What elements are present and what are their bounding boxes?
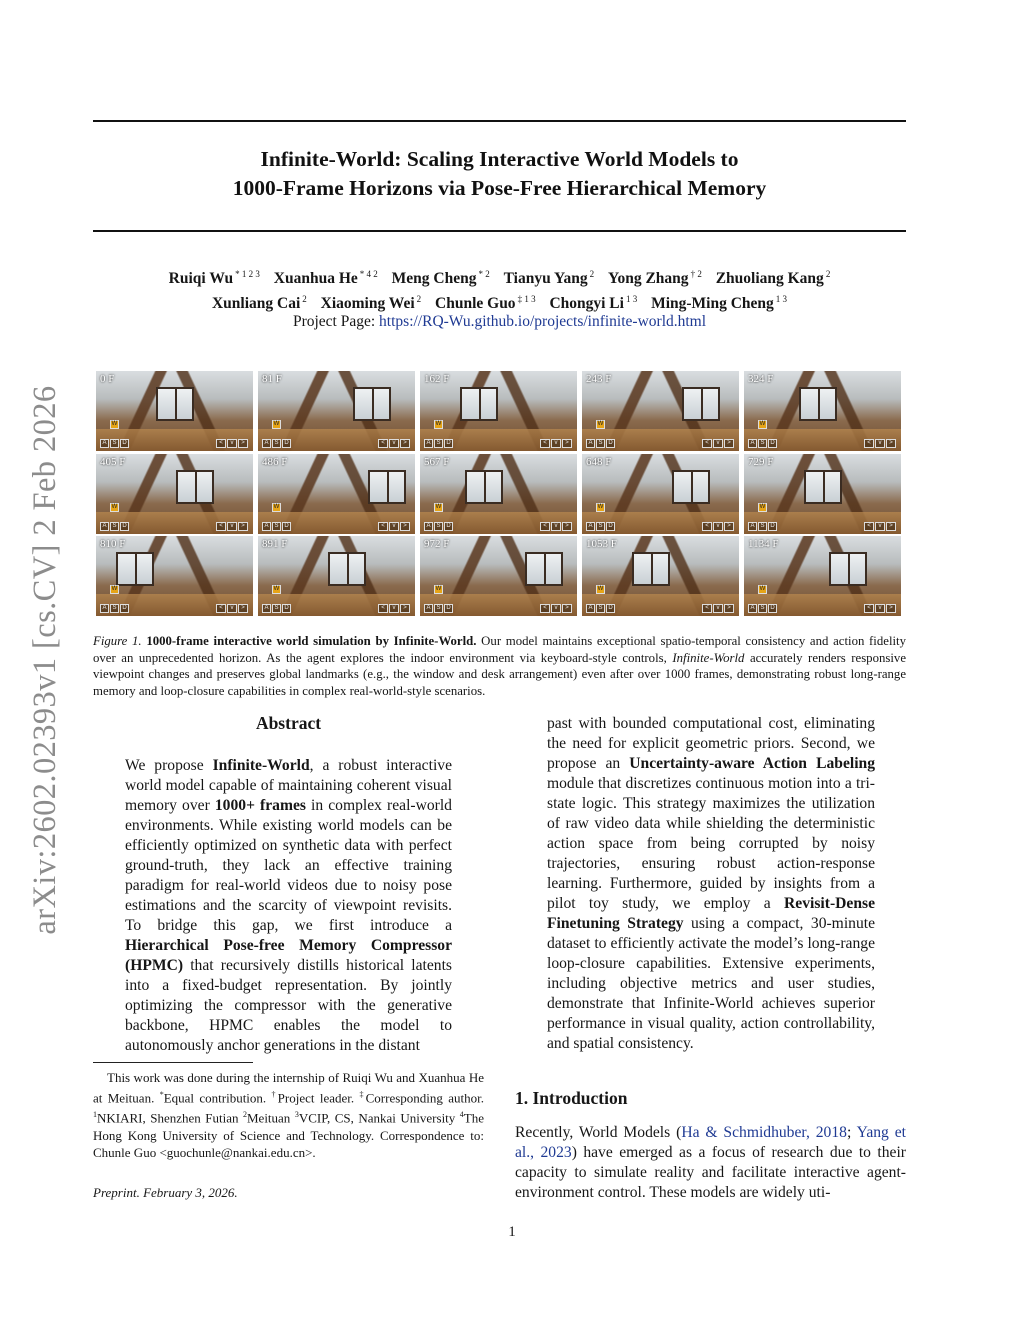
key-d: D (606, 439, 615, 448)
window-shape (672, 470, 710, 504)
title-bottom-rule (93, 230, 906, 232)
key-d: D (120, 439, 129, 448)
wasd-keys (748, 420, 778, 448)
key-d: D (768, 604, 777, 613)
arrow-right-icon: > (724, 604, 734, 613)
arrow-keys (378, 430, 411, 448)
arrow-right-icon: > (886, 604, 896, 613)
figure-caption (93, 633, 906, 699)
key-w: W (759, 586, 766, 592)
wasd-keys (586, 503, 616, 531)
key-w: W (273, 586, 280, 592)
abstract-bold: Revisit-Dense Finetuning Strategy (547, 895, 875, 932)
abstract-bold: 1000+ frames (214, 797, 306, 814)
video-frame (258, 536, 415, 616)
window-shape (682, 387, 720, 421)
frame-label: 243 F (586, 373, 612, 385)
arrow-keys (540, 513, 573, 531)
key-a: A (100, 522, 109, 531)
wasd-keys (100, 503, 130, 531)
author: Xiaoming Wei $^2$ (320, 294, 422, 312)
wasd-keys (748, 503, 778, 531)
citation-link[interactable]: Ha & Schmidhuber, 2018 (681, 1124, 847, 1141)
citation-link[interactable]: Yang et al., 2023 (515, 1124, 906, 1161)
key-a: A (100, 439, 109, 448)
key-s: S (434, 522, 443, 531)
arrow-down-icon: v (551, 604, 561, 613)
video-frame (582, 536, 739, 616)
key-w: W (435, 421, 442, 427)
key-s: S (110, 439, 119, 448)
arrow-down-icon: v (389, 439, 399, 448)
video-frame (96, 454, 253, 534)
arrow-down-icon: v (713, 439, 723, 448)
key-a: A (262, 604, 271, 613)
wasd-keys (424, 420, 454, 448)
arrow-right-icon: > (724, 439, 734, 448)
arrow-right-icon: > (886, 439, 896, 448)
frame-label: 81 F (262, 373, 282, 385)
window-shape (353, 387, 391, 421)
frame-label: 567 F (424, 456, 450, 468)
caption-bold: 1000-frame interactive world simulation by Infinite-World. (146, 634, 477, 648)
arrow-down-icon: v (875, 604, 885, 613)
page-number: 1 (508, 1224, 516, 1240)
arrow-left-icon: < (216, 439, 226, 448)
author: Meng Cheng $^{* 2}$ (391, 269, 490, 287)
author: Xunliang Cai $^2$ (211, 294, 307, 312)
arrow-right-icon: > (400, 439, 410, 448)
wasd-keys (262, 585, 292, 613)
video-frame (420, 371, 577, 451)
arrow-keys (378, 595, 411, 613)
figure-label: Figure 1. (93, 634, 142, 648)
arrow-keys (702, 513, 735, 531)
arrow-left-icon: < (378, 439, 388, 448)
abstract-heading: Abstract (255, 713, 322, 733)
arrow-left-icon: < (540, 439, 550, 448)
window-shape (829, 552, 867, 586)
arrow-left-icon: < (378, 522, 388, 531)
arrow-left-icon: < (216, 522, 226, 531)
arrow-right-icon: > (238, 439, 248, 448)
key-s: S (434, 439, 443, 448)
key-d: D (282, 439, 291, 448)
arrow-keys (702, 595, 735, 613)
title-top-rule (93, 120, 906, 122)
caption-italic: Infinite-World (672, 650, 745, 665)
frame-label: 486 F (262, 456, 288, 468)
key-a: A (586, 604, 595, 613)
window-shape (368, 470, 406, 504)
footnote: This work was done during the internship of Ruiqi Wu and Xuanhua He at Meituan. *Equal contribution. †Project leader. ‡Corresponding author. $^1$NKIARI, Shenzhen Futian $^2$Meituan $^3$VCIP, CS, Nankai University $^4$The Hong Kong University of Science and Technology. Correspondence to: Chunle Guo <guochunle@nankai.edu.cn>. (93, 1070, 485, 1160)
arrow-keys (864, 513, 897, 531)
key-d: D (120, 604, 129, 613)
arrow-down-icon: v (875, 522, 885, 531)
key-d: D (606, 522, 615, 531)
author: Chunle Guo $^{\ddagger 1 3}$ (435, 294, 536, 312)
arrow-down-icon: v (551, 522, 561, 531)
key-a: A (586, 522, 595, 531)
arrow-right-icon: > (562, 604, 572, 613)
key-s: S (272, 604, 281, 613)
arrow-keys (864, 430, 897, 448)
key-a: A (748, 522, 757, 531)
window-shape (632, 552, 670, 586)
key-d: D (444, 604, 453, 613)
footnote-rule (93, 1062, 253, 1063)
title-line-1: Infinite-World: Scaling Interactive World Models to (260, 147, 739, 171)
key-w: W (273, 504, 280, 510)
frame-label: 1134 F (748, 538, 779, 550)
key-w: W (597, 504, 604, 510)
key-w: W (111, 504, 118, 510)
video-frame (420, 454, 577, 534)
video-frame (744, 454, 901, 534)
key-w: W (435, 586, 442, 592)
frame-label: 729 F (748, 456, 774, 468)
key-a: A (748, 604, 757, 613)
introduction-heading: 1. Introduction (515, 1088, 628, 1108)
arrow-left-icon: < (864, 522, 874, 531)
arrow-right-icon: > (724, 522, 734, 531)
arrow-left-icon: < (540, 604, 550, 613)
frame-label: 162 F (424, 373, 450, 385)
paper-title (93, 145, 906, 203)
key-a: A (424, 604, 433, 613)
key-s: S (110, 604, 119, 613)
window-shape (465, 470, 503, 504)
video-frame (258, 371, 415, 451)
author: Xuanhua He $^{* 4 2}$ (273, 269, 378, 287)
wasd-keys (424, 503, 454, 531)
arrow-left-icon: < (378, 604, 388, 613)
abstract-bold: Uncertainty-aware Action Labeling (629, 755, 875, 772)
arrow-down-icon: v (389, 604, 399, 613)
wasd-keys (424, 585, 454, 613)
arrow-left-icon: < (702, 604, 712, 613)
frame-label: 810 F (100, 538, 126, 550)
arrow-right-icon: > (238, 604, 248, 613)
project-page-line (93, 313, 906, 331)
key-s: S (272, 439, 281, 448)
key-s: S (758, 604, 767, 613)
key-d: D (768, 522, 777, 531)
video-frame (744, 536, 901, 616)
project-page-label: Project Page: (292, 313, 380, 330)
arrow-down-icon: v (227, 522, 237, 531)
key-a: A (262, 522, 271, 531)
wasd-keys (100, 420, 130, 448)
arrow-left-icon: < (702, 439, 712, 448)
video-frame (744, 371, 901, 451)
caption-text: Our model maintains exceptional spatio-temporal consistency and action fidelity over an unprecedented horizon. As the agent explores the indoor environment via keyboard-style controls, (93, 634, 907, 665)
abstract-column-right: past with bounded computational cost, eliminating the need for explicit geometric priors. Second, we propose an Uncertainty-aware Action Labeling module that discretizes continuous motion into a tri-state logic. This strategy maximizes the utilization of raw video data while shielding the deterministic action space from being corrupted by noisy trajectories, ensuring robust action-response learning. Furthermore, guided by insights from a pilot toy study, we employ a Revisit-Dense Finetuning Strategy using a compact, 30-minute dataset to efficiently activate the model’s long-range loop-closure capabilities. Extensive experiments, including objective metrics and user studies, demonstrate that Infinite-World achieves superior performance in visual quality, action controllability, and spatial consistency. (547, 715, 875, 1052)
key-w: W (597, 586, 604, 592)
wasd-keys (586, 420, 616, 448)
arrow-down-icon: v (713, 522, 723, 531)
author: Yong Zhang $^{\dagger 2}$ (608, 269, 702, 287)
key-s: S (434, 604, 443, 613)
abstract-column-left: We propose Infinite-World, a robust interactive world model capable of maintaining coherent visual memory over 1000+ frames in complex real-world environments. While existing world models can be efficiently optimized on synthetic data with perfect ground-truth, they lack an effective training paradigm for real-world videos due to noisy pose estimations and the scarcity of viewpoint revisits. To bridge this gap, we first introduce a Hierarchical Pose-free Memory Compressor (HPMC) that recursively distills historical latents into a fixed-budget representation. By jointly optimizing the compressor with the generative backbone, HPMC enables the model to autonomously anchor generations in the distant (125, 757, 452, 1054)
window-shape (525, 552, 563, 586)
project-page-link[interactable]: https://RQ-Wu.github.io/projects/infinite-world.html (379, 313, 707, 330)
author-list (93, 264, 906, 314)
arrow-left-icon: < (540, 522, 550, 531)
key-d: D (444, 439, 453, 448)
video-frame (582, 371, 739, 451)
frame-label: 972 F (424, 538, 450, 550)
key-s: S (758, 439, 767, 448)
frame-label: 0 F (100, 373, 115, 385)
arrow-right-icon: > (238, 522, 248, 531)
key-w: W (759, 504, 766, 510)
key-a: A (100, 604, 109, 613)
key-w: W (273, 421, 280, 427)
wasd-keys (262, 420, 292, 448)
wasd-keys (100, 585, 130, 613)
key-w: W (597, 421, 604, 427)
frame-label: 405 F (100, 456, 126, 468)
key-a: A (262, 439, 271, 448)
window-shape (804, 470, 842, 504)
arrow-keys (864, 595, 897, 613)
arrow-down-icon: v (875, 439, 885, 448)
key-s: S (596, 439, 605, 448)
video-frame (582, 454, 739, 534)
figure-frame-grid (96, 371, 902, 616)
key-s: S (596, 522, 605, 531)
title-line-2: 1000-Frame Horizons via Pose-Free Hierarchical Memory (232, 176, 767, 200)
frame-label: 324 F (748, 373, 774, 385)
caption-text-2: accurately renders responsive viewpoint changes and preserves global landmarks (e.g., the window and desk arrangement) even after over 1000 frames, demonstrating robust long-range memory and loop-closure capabilities in complex real-world-style scenarios. (93, 650, 906, 698)
key-d: D (282, 522, 291, 531)
key-a: A (586, 439, 595, 448)
wasd-keys (586, 585, 616, 613)
abstract-bold: Infinite-World (212, 757, 310, 774)
window-shape (156, 387, 194, 421)
arrow-down-icon: v (227, 604, 237, 613)
arrow-keys (216, 513, 249, 531)
frame-label: 891 F (262, 538, 288, 550)
author: Chongyi Li $^{1 3}$ (549, 294, 638, 312)
key-s: S (272, 522, 281, 531)
arrow-left-icon: < (864, 439, 874, 448)
key-d: D (120, 522, 129, 531)
key-a: A (424, 439, 433, 448)
author: Zhuoliang Kang $^2$ (715, 269, 831, 287)
introduction-text: Recently, World Models (Ha & Schmidhuber, 2018; Yang et al., 2023) have emerged as a focus of research due to their capacity to simulate reality and facilitate interactive agent-environment control. These models are widely uti- (515, 1124, 906, 1201)
author: Ming-Ming Cheng $^{1 3}$ (651, 294, 788, 312)
window-shape (460, 387, 498, 421)
key-w: W (435, 504, 442, 510)
arrow-keys (540, 430, 573, 448)
arrow-left-icon: < (702, 522, 712, 531)
video-frame (420, 536, 577, 616)
arrow-keys (540, 595, 573, 613)
key-s: S (110, 522, 119, 531)
arrow-left-icon: < (216, 604, 226, 613)
video-frame (96, 536, 253, 616)
arrow-right-icon: > (400, 522, 410, 531)
window-shape (116, 552, 154, 586)
window-shape (328, 552, 366, 586)
key-w: W (759, 421, 766, 427)
key-s: S (758, 522, 767, 531)
arrow-down-icon: v (227, 439, 237, 448)
arrow-keys (216, 595, 249, 613)
arrow-keys (216, 430, 249, 448)
author: Tianyu Yang $^2$ (503, 269, 595, 287)
arrow-down-icon: v (713, 604, 723, 613)
window-shape (176, 470, 214, 504)
arrow-keys (702, 430, 735, 448)
arrow-down-icon: v (551, 439, 561, 448)
arrow-keys (378, 513, 411, 531)
arrow-right-icon: > (400, 604, 410, 613)
key-s: S (596, 604, 605, 613)
preprint-date: Preprint. February 3, 2026. (93, 1185, 238, 1200)
arrow-right-icon: > (562, 439, 572, 448)
abstract-bold: Hierarchical Pose-free Memory Compressor (HPMC) (125, 937, 452, 974)
arrow-down-icon: v (389, 522, 399, 531)
video-frame (258, 454, 415, 534)
wasd-keys (262, 503, 292, 531)
arrow-right-icon: > (562, 522, 572, 531)
arrow-left-icon: < (864, 604, 874, 613)
key-w: W (111, 586, 118, 592)
key-d: D (282, 604, 291, 613)
frame-label: 1053 F (586, 538, 617, 550)
frame-label: 648 F (586, 456, 612, 468)
arxiv-identifier[interactable]: arXiv:2602.02393v1 [cs.CV] 2 Feb 2026 (27, 385, 63, 935)
key-w: W (111, 421, 118, 427)
key-a: A (424, 522, 433, 531)
key-a: A (748, 439, 757, 448)
wasd-keys (748, 585, 778, 613)
key-d: D (606, 604, 615, 613)
video-frame (96, 371, 253, 451)
author: Ruiqi Wu $^{* 1 2 3}$ (168, 269, 260, 287)
window-shape (799, 387, 837, 421)
arrow-right-icon: > (886, 522, 896, 531)
key-d: D (444, 522, 453, 531)
key-d: D (768, 439, 777, 448)
